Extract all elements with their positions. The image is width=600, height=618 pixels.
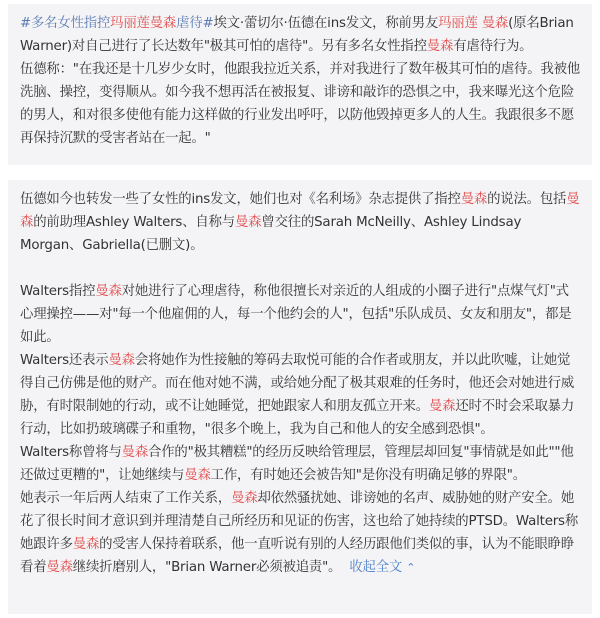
name-highlight[interactable]: 曼森 (108, 353, 135, 368)
name-highlight[interactable]: 曼森 (234, 215, 262, 230)
post2-text: 合作的"极其糟糕"的经历反映给管理层，管理层却回复"事情就是如此""他还做过更糟的"，让她继续与 (20, 445, 574, 483)
post2-text: Walters还表示 (20, 353, 109, 368)
paragraph-gap (20, 257, 580, 280)
post2-text: 曾交往的Sarah McNeilly、Ashley Lindsay Morgan、Gabriella(已删文)。 (20, 215, 522, 253)
hashtag-name: 玛丽莲曼森 (110, 16, 177, 31)
post2-text: 对她进行了心理虐待，称他很擅长对亲近的人组成的小圈子进行"点煤气灯"式心理操控——对"每一个他雇佣的人，每一个他约会的人"，包括"乐队成员、女友和朋友"，都是如此。 (20, 284, 572, 345)
post2-text: 的前助理Ashley Walters、自称与 (33, 215, 235, 230)
hashtag-prefix: #多名女性指控 (20, 16, 111, 31)
post2-text: 的说法。包括 (487, 192, 567, 207)
post1-paragraph (20, 12, 580, 58)
post2-text: Walters称曾将与 (20, 445, 122, 460)
post1-text: 有虐待行为。 (453, 39, 533, 54)
post2-text: 工作，有时她还会被告知"是你没有明确足够的界限"。 (210, 468, 526, 483)
name-highlight[interactable]: 曼森 (231, 491, 258, 506)
hashtag-suffix: 虐待# (176, 16, 214, 31)
collapse-full-text-button[interactable] (349, 560, 415, 575)
name-highlight[interactable]: 曼森 (20, 192, 580, 230)
post2-text: Walters指控 (20, 284, 96, 299)
post2-paragraph-4 (20, 441, 580, 487)
post2-text: 继续折磨别人，"Brian Warner必须被追责"。 (72, 560, 342, 575)
post1-text: 埃文·蕾切尔·伍德在ins发文，称前男友 (213, 16, 439, 31)
post1-text: (原名Brian Warner)对自己进行了长达数年"极其可怕的虐待"。另有多名女性指控 (20, 16, 574, 54)
post2-text: 她表示一年后两人结束了工作关系， (20, 491, 232, 506)
post2-text: 伍德如今也转发一些了女性的ins发文，她们也对《名利场》杂志提供了指控 (20, 192, 461, 207)
post2-paragraph-2 (20, 280, 580, 349)
post2-paragraph-3 (20, 349, 580, 441)
name-highlight[interactable]: 玛丽莲 曼森 (438, 16, 509, 31)
post1-quote: 伍德称："在我还是十几岁少女时，他跟我拉近关系，并对我进行了数年极其可怕的虐待。我被他洗脑、操控，变得顺从。如今我不想再活在被报复、诽谤和敲诈的恐惧之中，我来曝光这个危险的男人，和对很多使他有能力这样做的行业发出呼吁，以防他毁掉更多人的人生。我跟很多不愿再保持沉默的受害者站在一起。" (20, 62, 580, 146)
name-highlight[interactable]: 曼森 (426, 39, 454, 54)
post2-text: 还时不时会采取暴力行动，比如扔玻璃碟子和重物，"很多个晚上，我为自己和他人的安全感到恐惧"。 (20, 399, 575, 437)
name-highlight[interactable]: 曼森 (184, 468, 211, 483)
name-highlight[interactable]: 曼森 (95, 284, 122, 299)
name-highlight[interactable]: 曼森 (460, 192, 488, 207)
post2-text: 会将她作为性接触的筹码去取悦可能的合作者或朋友，并以此吹嘘，让她觉得自己仿佛是他的财产。而在他对她不满，或给她分配了极其艰难的任务时，他还会对她进行威胁，有时限制她的行动，或不让她睡觉，把她跟家人和朋友孤立开来。 (20, 353, 575, 414)
collapse-label: 收起全文 (349, 560, 403, 575)
name-highlight[interactable]: 曼森 (72, 537, 100, 552)
post-card-1 (8, 4, 592, 165)
name-highlight[interactable]: 曼森 (428, 399, 456, 414)
hashtag-link[interactable] (20, 16, 214, 31)
post2-paragraph-5 (20, 487, 580, 579)
post2-text: 的受害人保持着联系，他一直听说有别的人经历跟他们类似的事，认为不能眼睁睁看着 (20, 537, 575, 575)
post-card-2 (8, 180, 592, 614)
name-highlight[interactable]: 曼森 (46, 560, 73, 575)
post2-paragraph-1 (20, 188, 580, 257)
post2-text: 却依然骚扰她、诽谤她的名声、威胁她的财产安全。她花了很长时间才意识到并理清楚自己所经历和见证的伤害，这也给了她持续的PTSD。Walters称她跟许多 (20, 491, 579, 552)
name-highlight[interactable]: 曼森 (121, 445, 149, 460)
chevron-up-icon: ⌃ (406, 561, 416, 574)
